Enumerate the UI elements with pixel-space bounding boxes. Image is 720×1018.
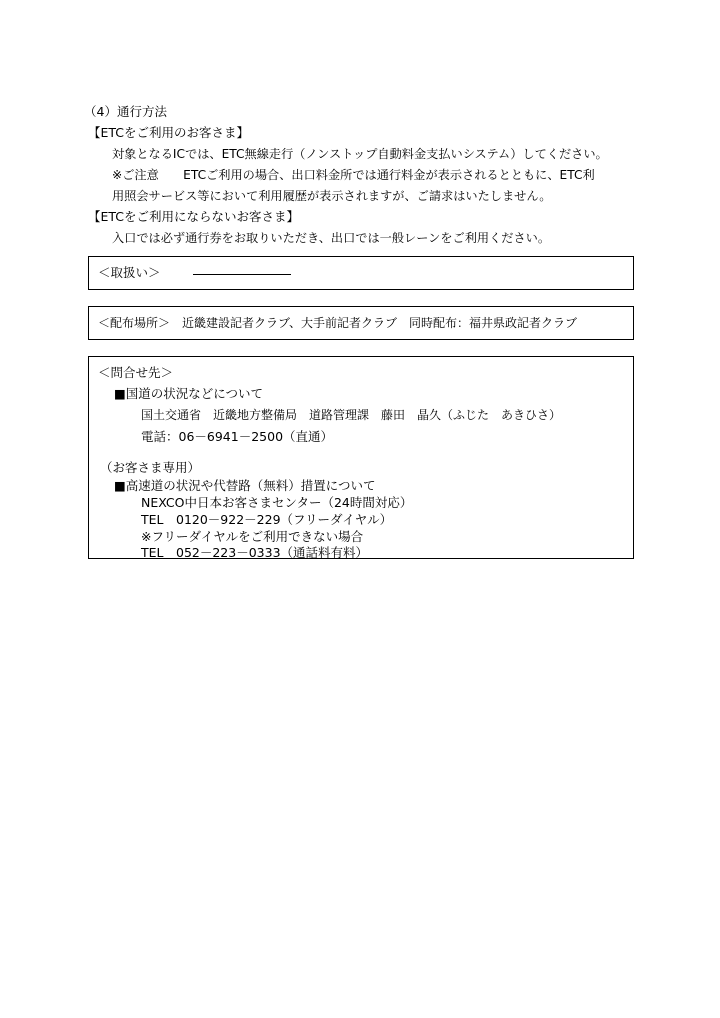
road-heading: ■国道の状況などについて [114, 386, 264, 401]
etc-users-heading: 【ETCをご利用のお客さま】 [88, 125, 250, 140]
etc-users-line-2: ※ご注意 ETCご利用の場合、出口料金所では通行料金が表示されるとともに、ETC利 [112, 168, 595, 182]
distribution-text: ＜配布場所＞ 近畿建設記者クラブ、大手前記者クラブ 同時配布：福井県政記者クラブ [98, 316, 578, 330]
non-etc-heading: 【ETCをご利用にならないお客さま】 [88, 209, 300, 224]
road-line-2: 電話：06－6941－2500（直通） [141, 429, 334, 444]
handling-box [88, 256, 634, 290]
expressway-line-2: TEL 0120－922－229（フリーダイヤル） [141, 512, 393, 527]
handling-label: ＜取扱い＞ [98, 265, 161, 280]
etc-users-line-1: 対象となるICでは、ETC無線走行（ノンストップ自動料金支払いシステム）してください。 [112, 147, 608, 161]
handling-blank-line [193, 274, 291, 275]
customer-heading: （お客さま専用） [100, 460, 201, 475]
expressway-line-1: NEXCO中日本お客さまセンター（24時間対応） [141, 495, 413, 510]
road-line-1: 国土交通省 近畿地方整備局 道路管理課 藤田 晶久（ふじた あきひさ） [141, 408, 562, 422]
expressway-line-4: TEL 052－223－0333（通話料有料） [141, 545, 369, 560]
contact-box [88, 356, 634, 559]
expressway-line-3: ※フリーダイヤルをご利用できない場合 [141, 529, 364, 544]
distribution-box [88, 306, 634, 340]
section-heading: （4）通行方法 [84, 104, 167, 119]
etc-users-line-3: 用照会サービス等において利用履歴が表示されますが、ご請求はいたしません。 [112, 189, 552, 203]
contact-heading: ＜問合せ先＞ [98, 365, 174, 380]
expressway-heading: ■高速道の状況や代替路（無料）措置について [114, 478, 376, 493]
non-etc-line-1: 入口では必ず通行券をお取りいただき、出口では一般レーンをご利用ください。 [112, 231, 551, 245]
